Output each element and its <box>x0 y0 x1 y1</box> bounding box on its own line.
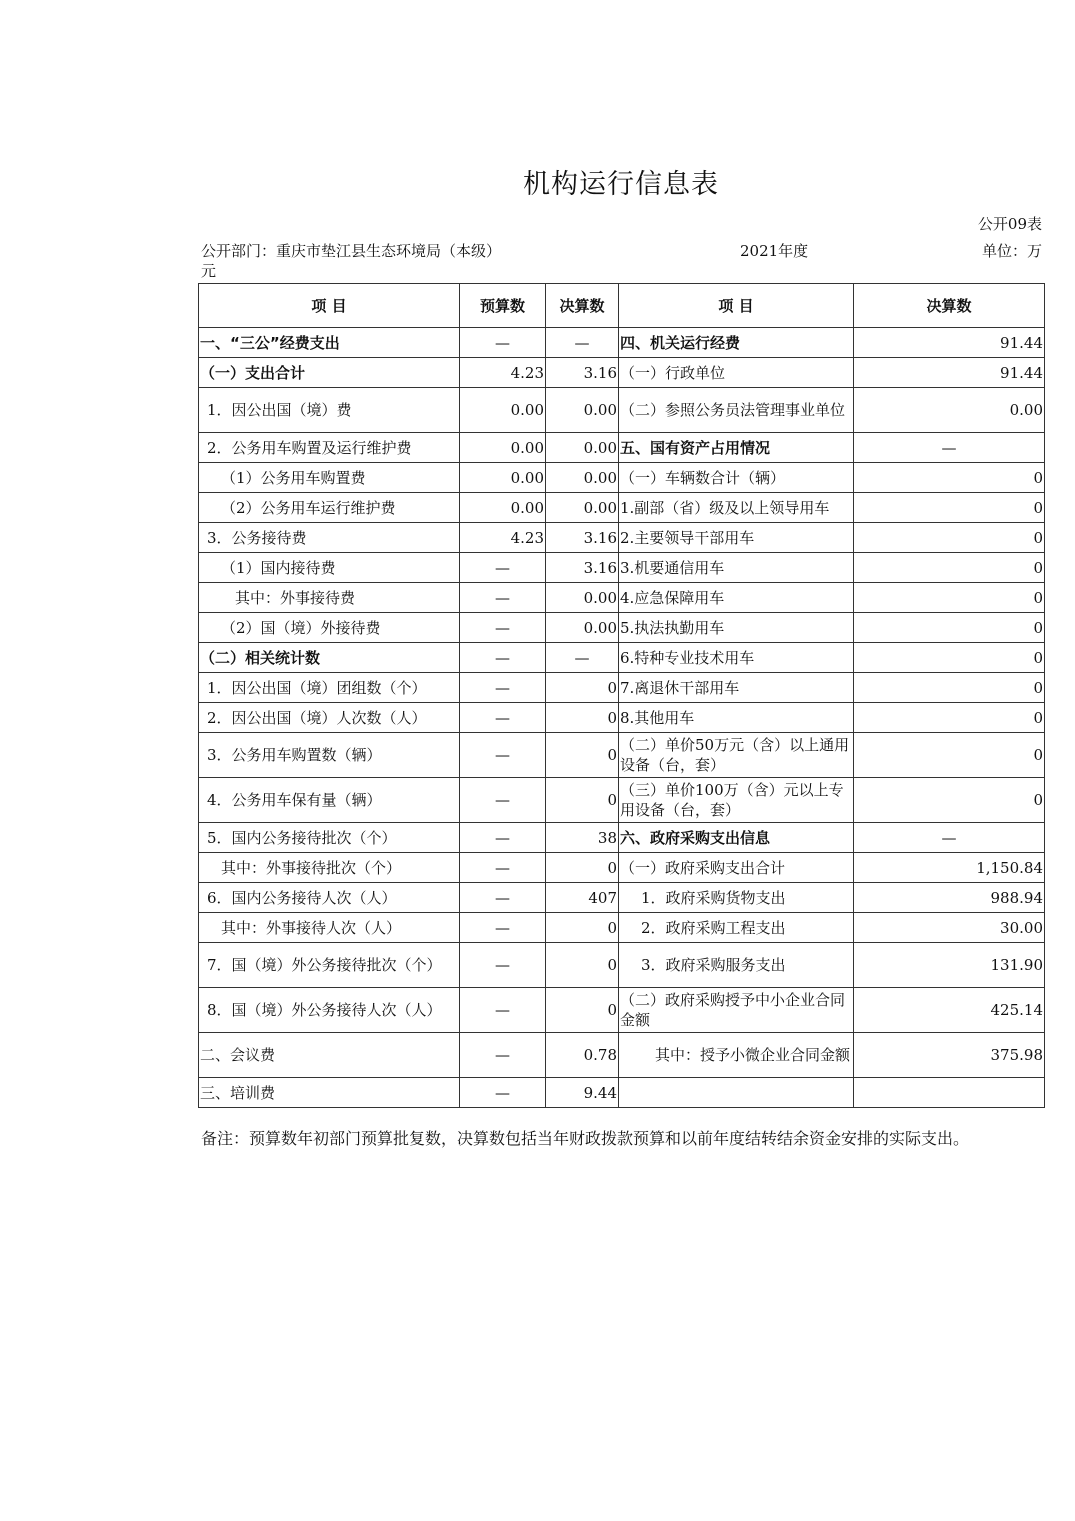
left-item-cell: （1）国内接待费 <box>199 553 460 583</box>
final-left-cell: 0 <box>546 913 619 943</box>
final-left-cell: 0.00 <box>546 613 619 643</box>
table-row <box>199 853 1045 883</box>
left-item-cell: 1．因公出国（境）团组数（个） <box>199 673 460 703</box>
left-item-cell: 二、会议费 <box>199 1033 460 1078</box>
final-left-cell: 0.00 <box>546 433 619 463</box>
budget-cell: — <box>460 328 546 358</box>
right-item-cell: （二）参照公务员法管理事业单位 <box>619 388 854 433</box>
table-row <box>199 823 1045 853</box>
table-row <box>199 988 1045 1033</box>
table-row <box>199 643 1045 673</box>
left-item-cell: 1．因公出国（境）费 <box>199 388 460 433</box>
table-row <box>199 328 1045 358</box>
left-item-cell: 三、培训费 <box>199 1078 460 1108</box>
right-item-cell: （二）政府采购授予中小企业合同金额 <box>619 988 854 1033</box>
right-item-cell: （一）行政单位 <box>619 358 854 388</box>
left-item-cell: 3．公务接待费 <box>199 523 460 553</box>
final-left-cell: 0 <box>546 673 619 703</box>
final-right-cell: 988.94 <box>854 883 1045 913</box>
final-left-cell: 0.00 <box>546 583 619 613</box>
right-item-cell: 3．政府采购服务支出 <box>619 943 854 988</box>
table-row <box>199 883 1045 913</box>
budget-cell: — <box>460 943 546 988</box>
final-left-cell: 0.00 <box>546 493 619 523</box>
table-row <box>199 493 1045 523</box>
budget-cell: — <box>460 1033 546 1078</box>
budget-cell: — <box>460 553 546 583</box>
budget-cell: — <box>460 1078 546 1108</box>
right-item-cell: 7.离退休干部用车 <box>619 673 854 703</box>
table-row <box>199 1078 1045 1108</box>
final-left-cell: 3.16 <box>546 358 619 388</box>
final-right-cell: 0 <box>854 493 1045 523</box>
right-item-cell: 五、国有资产占用情况 <box>619 433 854 463</box>
budget-cell: — <box>460 583 546 613</box>
budget-cell: — <box>460 988 546 1033</box>
budget-cell: 0.00 <box>460 433 546 463</box>
final-left-cell: 3.16 <box>546 553 619 583</box>
budget-cell: 4.23 <box>460 523 546 553</box>
table-row <box>199 523 1045 553</box>
left-item-cell: 一、“三公”经费支出 <box>199 328 460 358</box>
budget-cell: — <box>460 613 546 643</box>
left-item-cell: 7．国（境）外公务接待批次（个） <box>199 943 460 988</box>
table-row <box>199 913 1045 943</box>
left-item-cell: （一）支出合计 <box>199 358 460 388</box>
year-label: 2021年度 <box>740 242 809 260</box>
table-row <box>199 1033 1045 1078</box>
left-item-cell: 其中：外事接待批次（个） <box>199 853 460 883</box>
unit-label: 单位：万 <box>981 242 1042 260</box>
unit-label-tail: 元 <box>201 262 217 280</box>
budget-cell: — <box>460 733 546 778</box>
final-right-cell: 0 <box>854 583 1045 613</box>
budget-cell: — <box>460 673 546 703</box>
final-left-cell: 407 <box>546 883 619 913</box>
table-row <box>199 553 1045 583</box>
table-body <box>199 328 1045 1108</box>
right-item-cell: 5.执法执勤用车 <box>619 613 854 643</box>
department-label: 公开部门：重庆市垫江县生态环境局（本级） <box>201 242 502 260</box>
left-item-cell: 2．因公出国（境）人次数（人） <box>199 703 460 733</box>
budget-cell: — <box>460 883 546 913</box>
right-item-cell: 8.其他用车 <box>619 703 854 733</box>
table-row <box>199 388 1045 433</box>
final-right-cell: — <box>854 433 1045 463</box>
right-item-cell: 2．政府采购工程支出 <box>619 913 854 943</box>
final-left-cell: 0 <box>546 943 619 988</box>
col-header-item-left: 项 目 <box>199 284 460 328</box>
left-item-cell: 5．国内公务接待批次（个） <box>199 823 460 853</box>
final-left-cell: 0 <box>546 853 619 883</box>
left-item-cell: （2）公务用车运行维护费 <box>199 493 460 523</box>
left-item-cell: （二）相关统计数 <box>199 643 460 673</box>
right-item-cell: 4.应急保障用车 <box>619 583 854 613</box>
table-row <box>199 703 1045 733</box>
final-left-cell: 0.00 <box>546 463 619 493</box>
left-item-cell: 其中：外事接待人次（人） <box>199 913 460 943</box>
final-left-cell: — <box>546 643 619 673</box>
left-item-cell: 4．公务用车保有量（辆） <box>199 778 460 823</box>
right-item-cell <box>619 1078 854 1108</box>
budget-cell: — <box>460 823 546 853</box>
table-row <box>199 358 1045 388</box>
final-right-cell: 0 <box>854 613 1045 643</box>
col-header-final-right: 决算数 <box>854 284 1045 328</box>
left-item-cell: （1）公务用车购置费 <box>199 463 460 493</box>
table-row <box>199 943 1045 988</box>
final-left-cell: 0 <box>546 733 619 778</box>
table-row <box>199 583 1045 613</box>
right-item-cell: （二）单价50万元（含）以上通用设备（台，套） <box>619 733 854 778</box>
right-item-cell: （一）政府采购支出合计 <box>619 853 854 883</box>
table-row <box>199 778 1045 823</box>
right-item-cell: 1.副部（省）级及以上领导用车 <box>619 493 854 523</box>
final-left-cell: 0.78 <box>546 1033 619 1078</box>
final-right-cell: 91.44 <box>854 358 1045 388</box>
budget-cell: — <box>460 853 546 883</box>
col-header-final-left: 决算数 <box>546 284 619 328</box>
budget-cell: 0.00 <box>460 463 546 493</box>
page-title: 机构运行信息表 <box>523 169 719 200</box>
col-header-budget: 预算数 <box>460 284 546 328</box>
left-item-cell: 8．国（境）外公务接待人次（人） <box>199 988 460 1033</box>
budget-cell: — <box>460 643 546 673</box>
info-table <box>198 283 1045 1108</box>
final-right-cell: 0.00 <box>854 388 1045 433</box>
final-right-cell: 0 <box>854 643 1045 673</box>
budget-cell: — <box>460 913 546 943</box>
budget-cell: 0.00 <box>460 388 546 433</box>
right-item-cell: 2.主要领导干部用车 <box>619 523 854 553</box>
right-item-cell: 1．政府采购货物支出 <box>619 883 854 913</box>
final-right-cell: 0 <box>854 703 1045 733</box>
right-item-cell: 6.特种专业技术用车 <box>619 643 854 673</box>
right-item-cell: 四、机关运行经费 <box>619 328 854 358</box>
budget-cell: 4.23 <box>460 358 546 388</box>
footnote: 备注：预算数年初部门预算批复数，决算数包括当年财政拨款预算和以前年度结转结余资金安排的实际支出。 <box>201 1129 970 1148</box>
right-item-cell: 六、政府采购支出信息 <box>619 823 854 853</box>
right-item-cell: 其中：授予小微企业合同金额 <box>619 1033 854 1078</box>
final-right-cell: 0 <box>854 553 1045 583</box>
left-item-cell: 其中：外事接待费 <box>199 583 460 613</box>
final-left-cell: 9.44 <box>546 1078 619 1108</box>
final-right-cell: 0 <box>854 733 1045 778</box>
final-right-cell: 0 <box>854 463 1045 493</box>
table-row <box>199 433 1045 463</box>
col-header-item-right: 项 目 <box>619 284 854 328</box>
form-code: 公开09表 <box>977 215 1042 233</box>
left-item-cell: 3．公务用车购置数（辆） <box>199 733 460 778</box>
final-right-cell: 1,150.84 <box>854 853 1045 883</box>
left-item-cell: 2．公务用车购置及运行维护费 <box>199 433 460 463</box>
final-right-cell: 0 <box>854 673 1045 703</box>
final-right-cell: 0 <box>854 523 1045 553</box>
final-left-cell: 0 <box>546 703 619 733</box>
final-left-cell: 3.16 <box>546 523 619 553</box>
final-right-cell: — <box>854 823 1045 853</box>
final-left-cell: 0 <box>546 778 619 823</box>
final-right-cell: 425.14 <box>854 988 1045 1033</box>
table-header-row <box>199 284 1045 328</box>
final-right-cell: 131.90 <box>854 943 1045 988</box>
final-left-cell: 38 <box>546 823 619 853</box>
budget-cell: — <box>460 703 546 733</box>
final-right-cell: 0 <box>854 778 1045 823</box>
table-row <box>199 613 1045 643</box>
right-item-cell: （一）车辆数合计（辆） <box>619 463 854 493</box>
right-item-cell: 3.机要通信用车 <box>619 553 854 583</box>
table-row <box>199 463 1045 493</box>
table-row <box>199 673 1045 703</box>
final-left-cell: 0.00 <box>546 388 619 433</box>
table-row <box>199 733 1045 778</box>
budget-cell: — <box>460 778 546 823</box>
final-right-cell: 91.44 <box>854 328 1045 358</box>
left-item-cell: 6．国内公务接待人次（人） <box>199 883 460 913</box>
right-item-cell: （三）单价100万（含）元以上专用设备（台，套） <box>619 778 854 823</box>
final-right-cell: 375.98 <box>854 1033 1045 1078</box>
left-item-cell: （2）国（境）外接待费 <box>199 613 460 643</box>
final-right-cell <box>854 1078 1045 1108</box>
final-left-cell: — <box>546 328 619 358</box>
final-right-cell: 30.00 <box>854 913 1045 943</box>
budget-cell: 0.00 <box>460 493 546 523</box>
final-left-cell: 0 <box>546 988 619 1033</box>
